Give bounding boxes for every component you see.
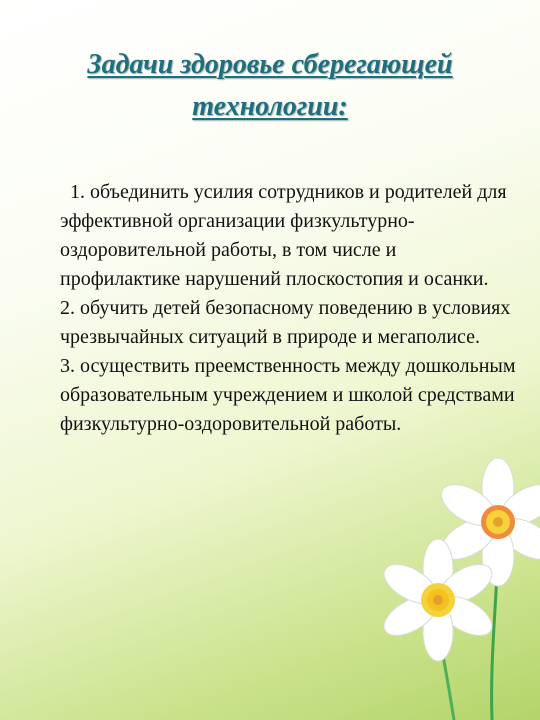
daffodil-flowers-icon <box>380 440 540 720</box>
task-item-2: 2. обучить детей безопасному поведению в условиях чрезвычайных ситуаций в природе и мегаполисе. <box>60 297 511 348</box>
slide-title: Задачи здоровье сберегающей технологии: <box>87 49 453 122</box>
task-list <box>60 178 520 439</box>
task-item-3: 3. осуществить преемственность между дошкольным образовательным учреждением и школой средствами физкультурно-оздоровительной работы. <box>60 355 516 435</box>
task-item-1: 1. объединить усилия сотрудников и родителей для эффективной организации физкультурно-оздоровительной работы, в том числе и профилактике нарушений плоскостопия и осанки. <box>60 181 512 290</box>
